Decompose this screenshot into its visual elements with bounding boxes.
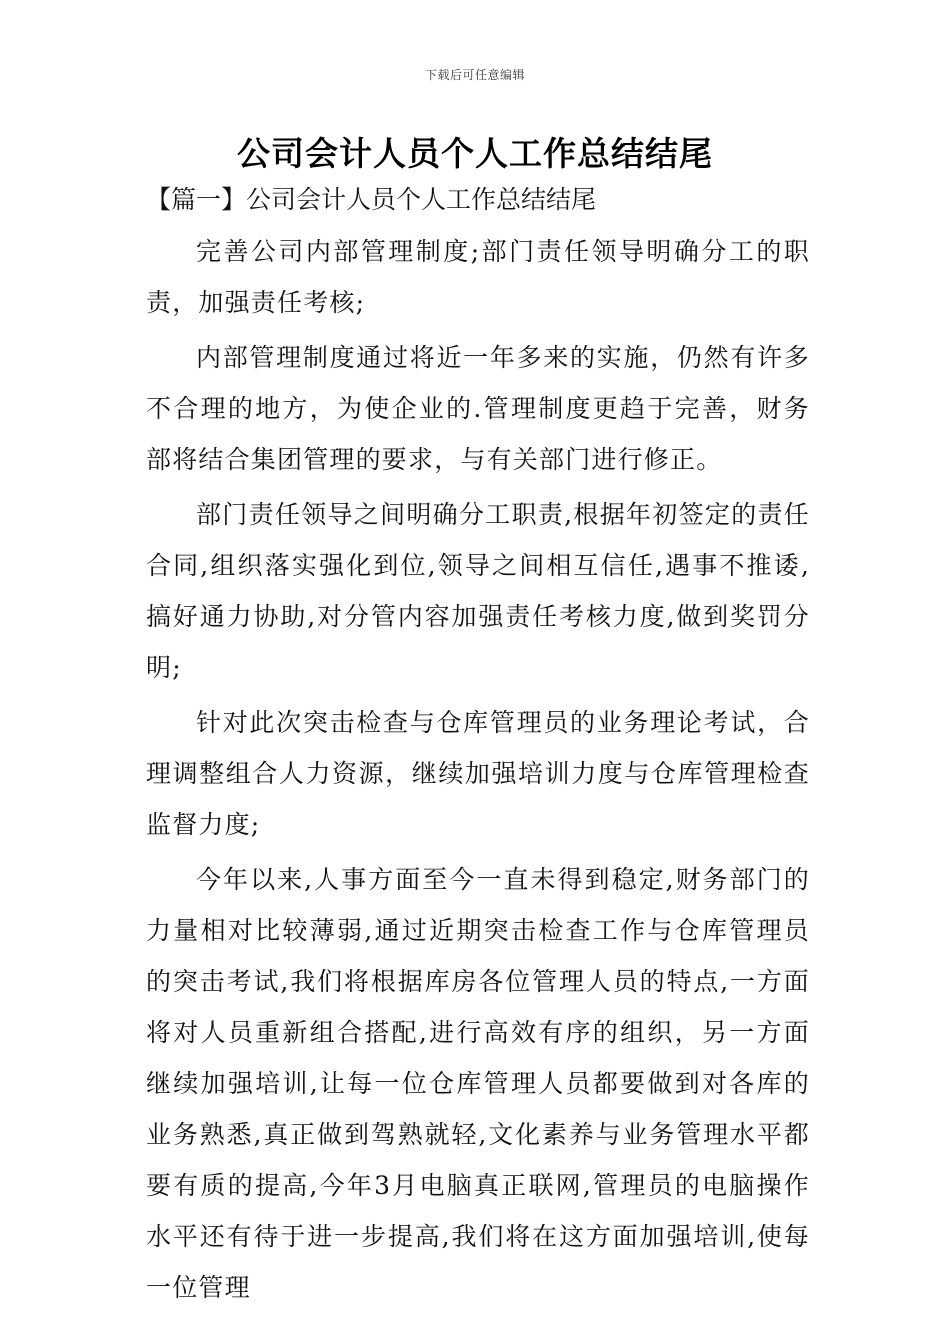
paragraph: 部门责任领导之间明确分工职责,根据年初签定的责任合同,组织落实强化到位,领导之间相互信任,遇事不推诿,搞好通力协助,对分管内容加强责任考核力度,做到奖罚分明; bbox=[146, 500, 810, 682]
paragraph: 内部管理制度通过将近一年多来的实施，仍然有许多不合理的地方，为使企业的.管理制度更趋于完善，财务部将结合集团管理的要求，与有关部门进行修正。 bbox=[146, 343, 810, 474]
paragraph: 完善公司内部管理制度;部门责任领导明确分工的职责，加强责任考核; bbox=[146, 237, 810, 317]
document-body bbox=[146, 226, 810, 1317]
paragraph: 今年以来,人事方面至今一直未得到稳定,财务部门的力量相对比较薄弱,通过近期突击检查工作与仓库管理员的突击考试,我们将根据库房各位管理人员的特点,一方面将对人员重新组合搭配,进行高效有序的组织，另一方面继续加强培训,让每一位仓库管理人员都要做到对各库的业务熟悉,真正做到驾熟就轻,文化素养与业务管理水平都要有质的提高,今年3月电脑真正联网,管理员的电脑操作水平还有待于进一步提高,我们将在这方面加强培训,使每一位管理 bbox=[146, 865, 810, 1302]
header-note: 下载后可任意编辑 bbox=[424, 68, 525, 82]
paragraph: 针对此次突击检查与仓库管理员的业务理论考试，合理调整组合人力资源，继续加强培训力度与仓库管理检查监督力度; bbox=[146, 708, 810, 839]
document-title: 公司会计人员个人工作总结结尾 bbox=[237, 134, 713, 173]
section-heading: 【篇一】公司会计人员个人工作总结结尾 bbox=[146, 185, 597, 214]
